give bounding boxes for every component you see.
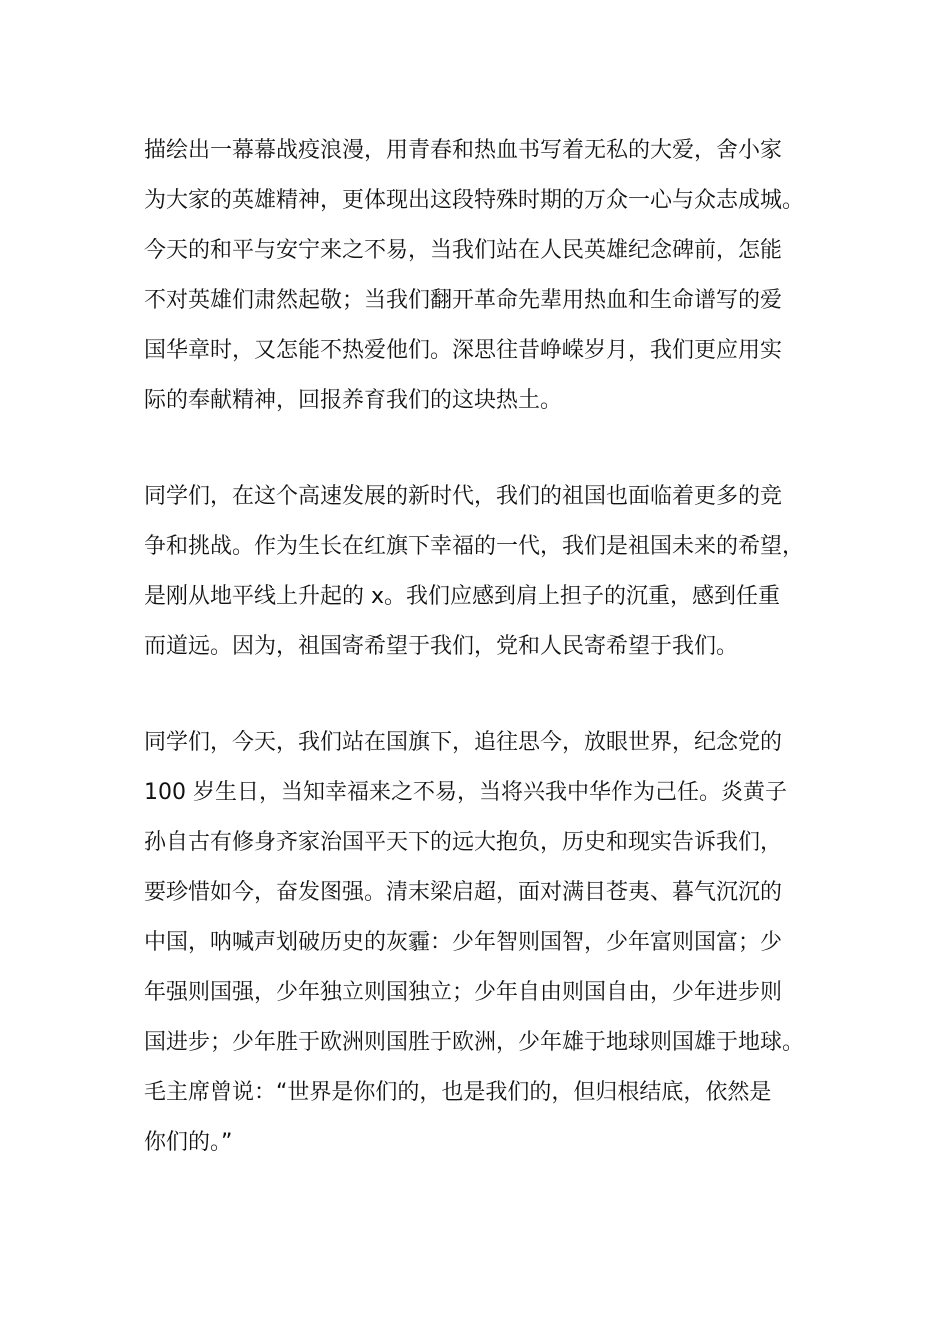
- text-line: 要珍惜如今，奋发图强。清末梁启超，面对满目苍夷、暮气沉沉的: [144, 880, 783, 905]
- text-line: 孙自古有修身齐家治国平天下的远大抱负，历史和现实告诉我们，: [144, 830, 783, 855]
- text-line: 中国，呐喊声划破历史的灰霾：少年智则国智，少年富则国富；少: [144, 930, 783, 955]
- text-line: 年强则国强，少年独立则国独立；少年自由则国自由，少年进步则: [144, 980, 783, 1005]
- text-line: 100 岁生日，当知幸福来之不易，当将兴我中华作为己任。炎黄子: [144, 780, 787, 805]
- paragraph-1: [144, 126, 804, 426]
- text-line: 你们的。”: [144, 1130, 233, 1155]
- text-line: 描绘出一幕幕战疫浪漫，用青春和热血书写着无私的大爱，舍小家: [144, 138, 783, 163]
- text-line: 而道远。因为，祖国寄希望于我们，党和人民寄希望于我们。: [144, 634, 739, 659]
- text-line: 不对英雄们肃然起敬；当我们翻开革命先辈用热血和生命谱写的爱: [144, 288, 783, 313]
- text-line: 国进步；少年胜于欧洲则国胜于欧洲，少年雄于地球则国雄于地球。: [144, 1030, 805, 1055]
- text-line: 同学们，今天，我们站在国旗下，追往思今，放眼世界，纪念党的: [144, 730, 783, 755]
- text-line: 为大家的英雄精神，更体现出这段特殊时期的万众一心与众志成城。: [144, 188, 805, 213]
- text-line: 争和挑战。作为生长在红旗下幸福的一代，我们是祖国未来的希望，: [144, 534, 805, 559]
- text-line: 毛主席曾说：“世界是你们的，也是我们的，但归根结底，依然是: [144, 1080, 772, 1105]
- text-line: 今天的和平与安宁来之不易，当我们站在人民英雄纪念碑前，怎能: [144, 238, 783, 263]
- text-line: 国华章时，又怎能不热爱他们。深思往昔峥嵘岁月，我们更应用实: [144, 338, 783, 363]
- paragraph-3: [144, 718, 804, 1168]
- paragraph-2: [144, 472, 804, 672]
- text-line: 际的奉献精神，回报养育我们的这块热土。: [144, 388, 563, 413]
- text-line: 同学们，在这个高速发展的新时代，我们的祖国也面临着更多的竞: [144, 484, 783, 509]
- text-line: 是刚从地平线上升起的 x。我们应感到肩上担子的沉重，感到任重: [144, 584, 781, 609]
